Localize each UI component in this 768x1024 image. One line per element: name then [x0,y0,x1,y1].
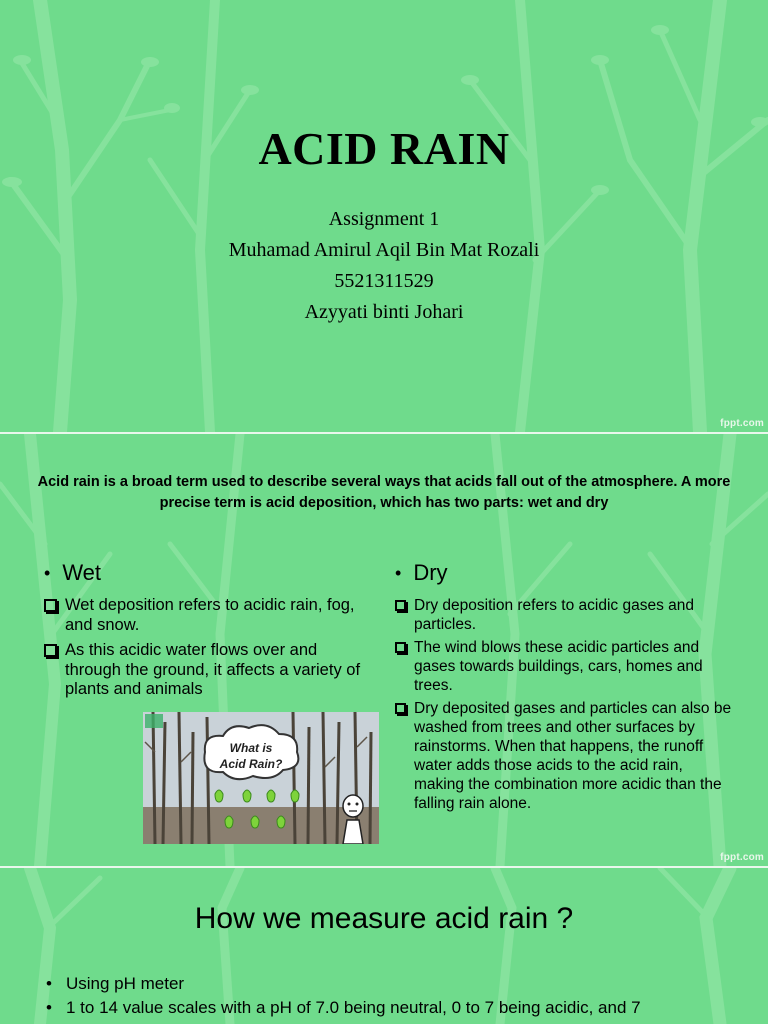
dry-heading: • Dry [395,560,448,585]
illustration-caption-line1: What is [229,741,273,755]
lecturer-name: Azyyati binti Johari [304,301,464,323]
author-name: Muhamad Amirul Aqil Bin Mat Rozali [228,239,540,261]
list-item: • 1 to 14 value scales with a pH of 7.0 being neutral, 0 to 7 being acidic, and 7 [46,998,641,1017]
list-item: The wind blows these acidic particles and gases towards buildings, cars, homes and trees. [395,638,735,695]
checkbox-icon [395,600,406,611]
slide-measure-heading: How we measure acid rain ? [194,902,574,935]
assignment-label: Assignment 1 [328,208,440,230]
dry-column [395,560,735,817]
list-item: Dry deposition refers to acidic gases and particles. [395,596,735,634]
checkbox-icon [44,644,57,657]
acid-rain-illustration [143,712,379,844]
measure-list [46,972,746,1020]
checkbox-icon [395,703,406,714]
wet-column [44,560,376,706]
list-item: • Using pH meter [46,974,185,993]
slide-measure [0,868,768,1024]
intro-text: Acid rain is a broad term used to describe several ways that acids fall out of the atmosphere. A more precise term is acid deposition, which has two parts: wet and dry [37,474,731,511]
watermark: fppt.com [720,418,764,429]
list-item: As this acidic water flows over and through the ground, it affects a variety of plants and animals [44,641,376,700]
illustration-caption-line2: Acid Rain? [219,757,283,771]
checkbox-icon [44,599,57,612]
list-item: Wet deposition refers to acidic rain, fog, and snow. [44,596,376,635]
slide-title-heading: ACID RAIN [258,123,510,174]
slide-deposition [0,434,768,866]
wet-heading: • Wet [44,560,102,585]
checkbox-icon [395,642,406,653]
title-details [0,204,768,328]
list-item: Dry deposited gases and particles can also be washed from trees and other surfaces by rainstorms. When that happens, the runoff water adds those acids to the acid rain, making the combination more acidic than the falling rain alone. [395,699,735,813]
slide-title [0,0,768,432]
watermark: fppt.com [720,852,764,863]
student-id: 5521311529 [334,270,434,292]
